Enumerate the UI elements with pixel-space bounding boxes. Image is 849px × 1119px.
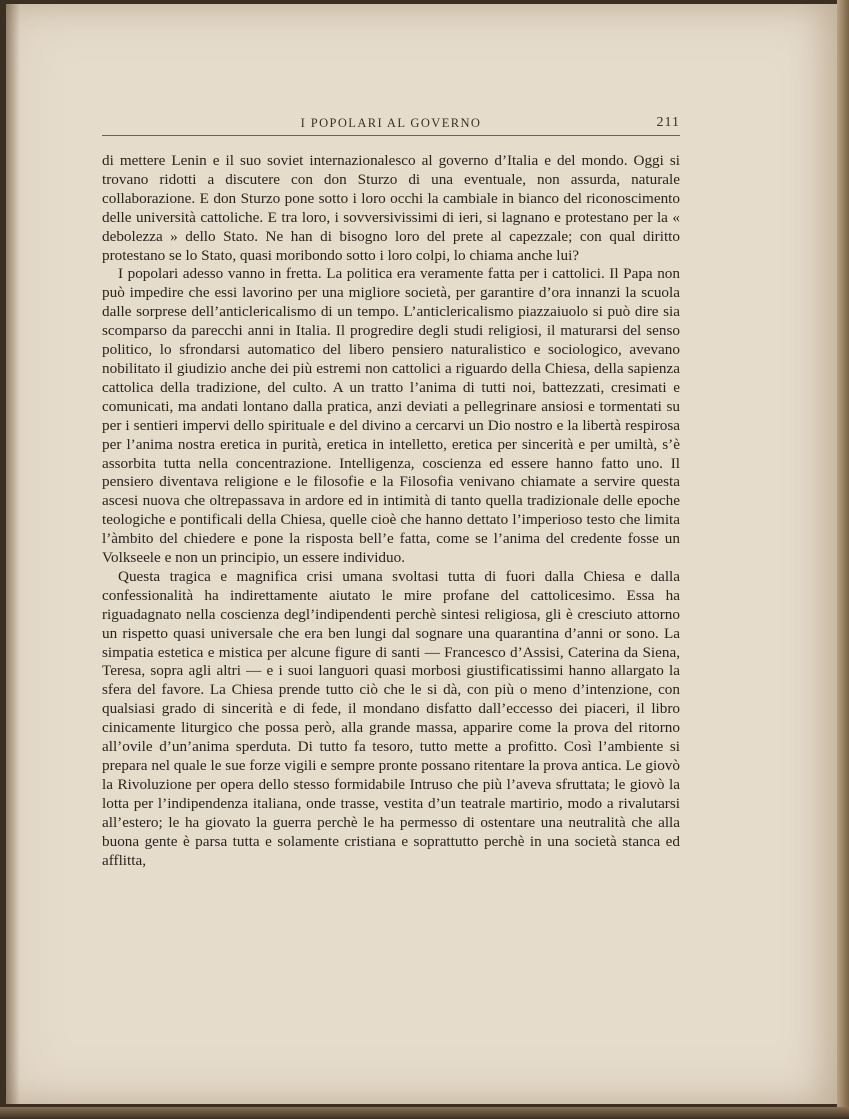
paragraph: I popolari adesso vanno in fretta. La politica era veramente fatta per i cattolici. Il Papa non può impedire che essi lavorino per una migliore società, per garantire d’ora innanzi la scuola dalle sorprese dell’anticlericalismo di un tempo. L’anticlericalismo piazzaiuolo si può dire sia scomparso da parecchi anni in Italia. Il progredire degli studi religiosi, il maturarsi del senso politico, lo sfrondarsi automatico del libero pensiero naturalistico e sociologico, avevano nobilitato il giudizio anche dei più estremi non cattolici a riguardo della Chiesa, della sapienza cattolica della tradizione, del culto. A un tratto l’anima di tutti noi, battezzati, cresimati e comunicati, ma andati lontano dalla pratica, anzi deviati a pellegrinare ansiosi e tormentati su per i sentieri impervi dello spirituale e del divino a cercarvi un Dio nostro e la libertà respirosa per l’anima nostra eretica in purità, eretica in intelletto, eretica per sincerità e per umiltà, s’è assorbita tutta nella concentrazione. Intelligenza, coscienza ed essere hanno fatto uno. Il pensiero diventava religione e le filosofie e la Filosofia venivano chiamate a servire questa ascesi nuova che oltrepassava in ardore ed in intimità di tanto quella tradizionale delle epoche teologiche e pontificali della Chiesa, quelle cioè che hanno dettato l’imperioso testo che limita l’àmbito del chiedere e pone la risposta bell’e fatta, come se l’anima del credente fosse un Volkseele e non un principio, un essere individuo. bbox=[102, 265, 680, 567]
page-edge-bottom bbox=[0, 1107, 849, 1119]
paragraph: Questa tragica e magnifica crisi umana svoltasi tutta di fuori dalla Chiesa e dalla confessionalità ha indirettamente aiutato le mire profane del cattolicesimo. Essa ha riguadagnato nella coscienza degl’indipendenti perchè sintesi religiosa, gli è cresciuto attorno un rispetto quasi universale che era ben lungi dal sognare una quarantina d’anni or sono. La simpatia estetica e mistica per alcune figure di santi — Francesco d’Assisi, Caterina da Siena, Teresa, sopra agli altri — e i suoi languori quasi morbosi giustificatissimi hanno allargato la sfera del favore. La Chiesa prende tutto ciò che le si dà, con più o meno d’intenzione, con qualsiasi grado di sincerità e di fede, il mondano disfatto dall’eccesso dei piaceri, il libro cinicamente liturgico che possa però, alla grande massa, apparire come la prova del ritorno all’ovile d’un’anima sperduta. Di tutto fa tesoro, tutto mette a profitto. Così l’ambiente si prepara nel quale le sue forze vigili e sempre pronte possano ritentare la prova antica. Le giovò la Rivoluzione per opera dello stesso formidabile Intruso che più l’aveva sfruttata; le giovò la lotta per l’indipendenza italiana, onde trasse, vestita d’un teatrale martirio, modo a rivalutarsi all’estero; le ha giovato la guerra perchè le ha permesso di ostentare una neutralità che alla buona gente è parsa tutta e solamente cristiana e soprattutto perchè in una società stanca ed afflitta, bbox=[102, 567, 680, 869]
running-title: I POPOLARI AL GOVERNO bbox=[300, 116, 482, 130]
page-gutter-shadow bbox=[6, 4, 20, 1104]
page-header bbox=[102, 114, 680, 136]
body-text bbox=[102, 152, 680, 870]
page-edge-right bbox=[837, 0, 849, 1119]
page-number: 211 bbox=[656, 115, 680, 130]
paragraph-continued: di mettere Lenin e il suo soviet internazionalesco al governo d’Italia e del mondo. Oggi si trovano ridotti a discutere con don Sturzo di una eventuale, non assurda, naturale collaborazione. E don Sturzo pone sotto i loro occhi la cambiale in bianco del riconoscimento delle università cattoliche. E tra loro, i sovversivissimi di ieri, si lagnano e protestano per la « debolezza » dello Stato. Ne han di bisogno loro del prete al capezzale; con qual diritto protestano se lo Stato, quasi moribondo sotto i loro colpi, lo chiama anche lui? bbox=[102, 152, 680, 264]
header-rule bbox=[102, 135, 680, 136]
